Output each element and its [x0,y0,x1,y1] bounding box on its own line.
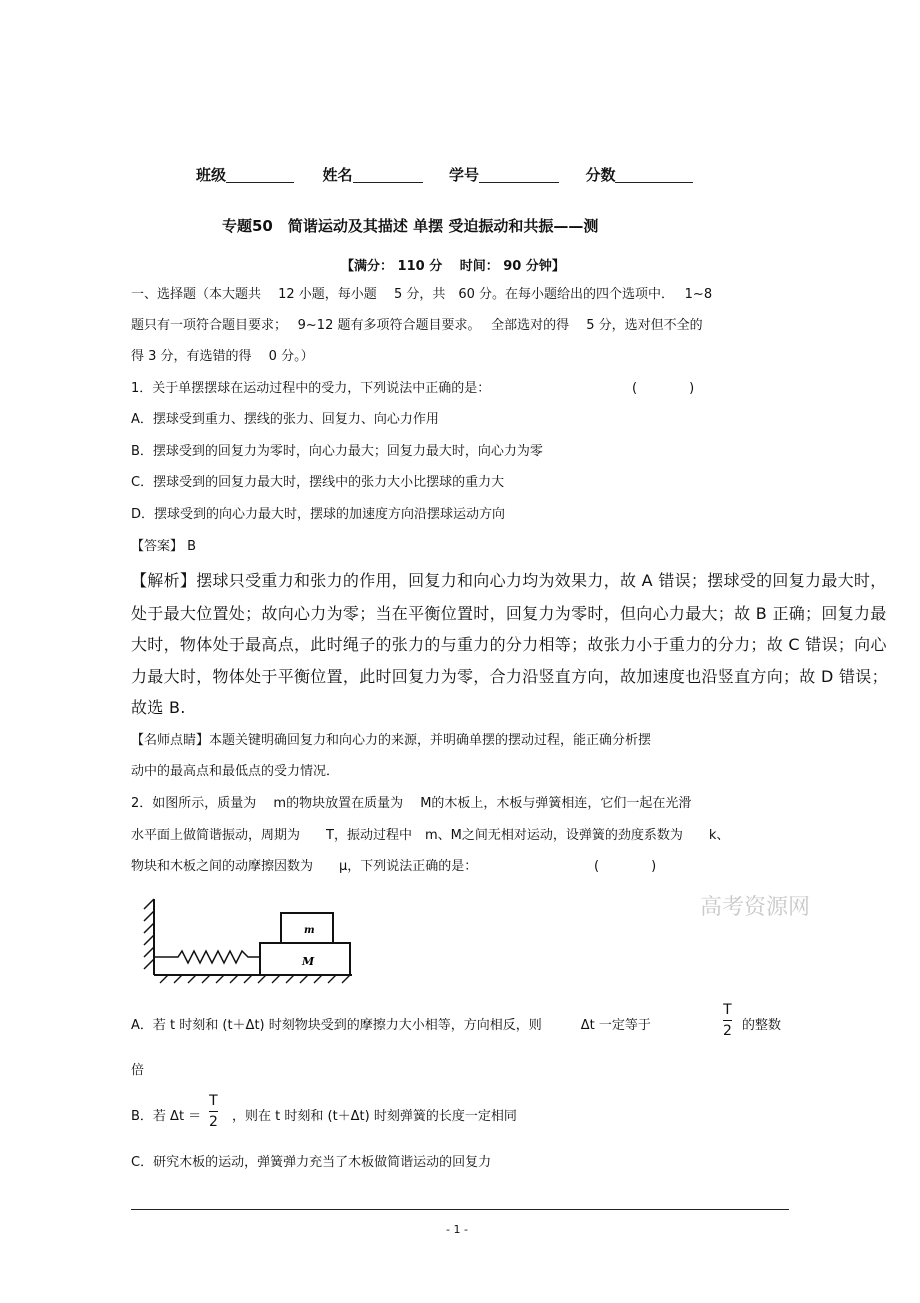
id-label: 学号 [448,166,479,184]
q2-option-a-tail: 的整数 [742,1018,782,1033]
q1-answer-paren: ( ) [632,381,695,396]
wall [144,899,154,975]
q1-option-a: A．摆球受到重力、摆线的张力、回复力、向心力作用 [131,412,439,427]
spring-block-figure [140,895,360,985]
q2-stem-2: 水平面上做简谐振动，周期为 T，振动过程中 m、M之间无相对运动，设弹簧的劲度系数为 k、 [131,828,730,843]
class-blank [226,168,294,183]
exam-meta: 【满分： 110 分 时间： 90 分钟】 [341,259,565,274]
q1-option-d: D．摆球受到的向心力最大时，摆球的加速度方向沿摆球运动方向 [131,507,506,522]
q1-option-c: C．摆球受到的回复力最大时，摆线中的张力大小比摆球的重力大 [131,475,505,490]
q1-comment-1: 【名师点睛】本题关键明确回复力和向心力的来源，并明确单摆的摆动过程，能正确分析摆 [131,733,652,748]
q2-answer-paren: ( ) [594,859,657,874]
q1-analysis-5: 故选 B. [131,698,186,717]
q1-analysis-4: 力最大时，物体处于平衡位置，此时回复力为零，合力沿竖直方向，故加速度也沿竖直方向；故 D 错误； [131,667,888,686]
id-blank [479,168,559,183]
q2-option-b-fraction [205,1093,222,1130]
footer-rule [131,1209,789,1210]
q2-option-c: C．研究木板的运动，弹簧弹力充当了木板做简谐运动的回复力 [131,1155,492,1170]
q2-option-a-text: A．若 t 时刻和 (t＋Δt) 时刻物块受到的摩擦力大小相等，方向相反，则 Δt 一定等于 [131,1018,651,1033]
q2-option-a-line2: 倍 [131,1063,145,1078]
page-title: 专题50 简谐运动及其描述 单摆 受迫振动和共振——测 [222,217,599,235]
q1-comment-2: 动中的最高点和最低点的受力情况． [131,764,340,779]
header-fields [196,167,693,183]
q1-analysis-1: 【解析】摆球只受重力和张力的作用，回复力和向心力均为效果力，故 A 错误；摆球受的回复力最大时， [131,571,887,590]
class-label: 班级 [196,166,227,184]
spring [154,951,260,963]
section-instructions-3: 得 3 分，有选错的得 0 分。） [131,349,314,364]
q1-analysis-2: 处于最大位置处；故向心力为零；当在平衡位置时，回复力为零时，但向心力最大；故 B 正确；回复力最 [131,604,887,623]
watermark: 高考资源网 [700,895,811,920]
q1-answer: 【答案】 B [131,539,197,554]
block-m-label: m [304,925,315,936]
frac-num-b: T [209,1093,218,1109]
floor [154,975,352,983]
q2-stem-3: 物块和木板之间的动摩擦因数为 μ，下列说法正确的是： [131,859,478,874]
q2-option-a-fraction [719,1002,736,1039]
q2-stem-1: 2．如图所示，质量为 m的物块放置在质量为 M的木板上，木板与弹簧相连，它们一起在光滑 [131,796,692,811]
q2-option-b-post: ，则在 t 时刻和 (t＋Δt) 时刻弹簧的长度一定相同 [232,1109,517,1124]
q1-option-b: B．摆球受到的回复力为零时，向心力最大；回复力最大时，向心力为零 [131,444,543,459]
frac-den-b: 2 [209,1114,218,1130]
q2-option-a [131,1018,651,1034]
section-instructions-1: 一、选择题（本大题共 12 小题，每小题 5 分，共 60 分。在每小题给出的四个选项中． 1~8 [131,287,713,302]
frac-num: T [723,1002,732,1018]
frac-den: 2 [723,1023,732,1039]
board-M-label: M [302,955,315,968]
page-number: - 1 - [446,1223,468,1236]
q2-option-b-pre: B．若 Δt ＝ [131,1109,202,1124]
section-instructions-2: 题只有一项符合题目要求； 9~12 题有多项符合题目要求。 全部选对的得 5 分，选对但不全的 [131,318,703,333]
q1-stem: 1．关于单摆摆球在运动过程中的受力，下列说法中正确的是： [131,381,491,396]
q1-analysis-3: 大时，物体处于最高点，此时绳子的张力的与重力的分力相等；故张力小于重力的分力；故 C 错误；向心 [131,635,887,654]
name-label: 姓名 [322,166,353,184]
score-label: 分数 [585,166,616,184]
name-blank [353,168,423,183]
score-blank [615,168,693,183]
